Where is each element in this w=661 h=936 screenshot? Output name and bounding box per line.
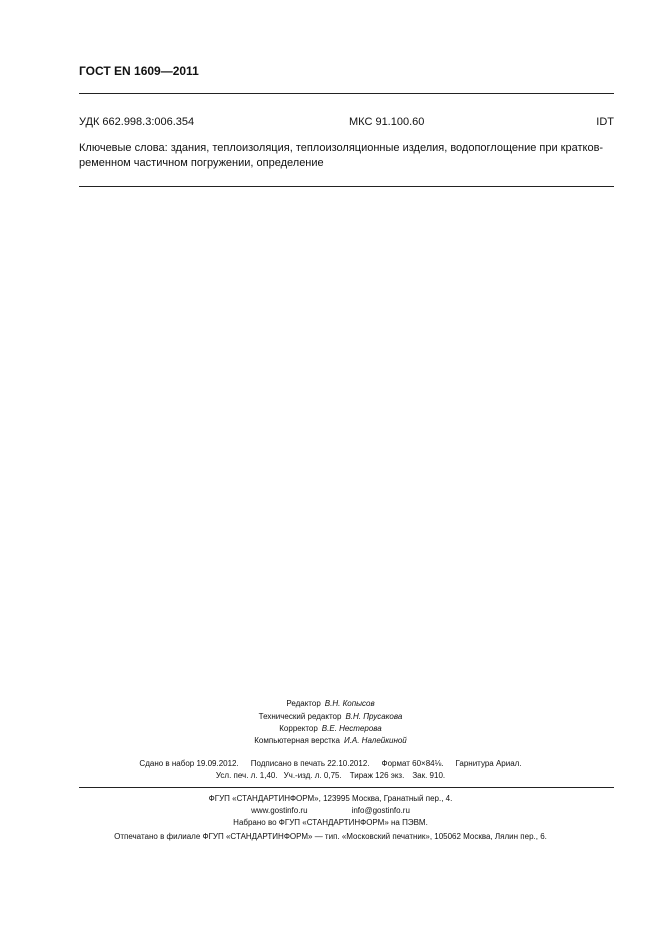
set-date: Сдано в набор 19.09.2012.	[139, 759, 239, 768]
print-sheets: Усл. печ. л. 1,40.	[215, 771, 278, 780]
print-info-line-2	[0, 769, 661, 782]
printing-note: Отпечатано в филиале ФГУП «СТАНДАРТИНФОРМ» — тип. «Московский печатник», 105062 Москва, Лялин пер., 6.	[114, 832, 547, 841]
order-number: Зак. 910.	[412, 771, 446, 780]
signed-date: Подписано в печать 22.10.2012.	[250, 759, 370, 768]
udc-code: УДК 662.998.3:006.354	[79, 116, 195, 128]
layout-name: И.А. Налейкиной	[343, 736, 407, 745]
mks-code: МКС 91.100.60	[349, 116, 425, 128]
typeset-note: Набрано во ФГУП «СТАНДАРТИНФОРМ» на ПЭВМ.	[233, 818, 428, 827]
keywords-divider	[79, 186, 614, 187]
typeface: Гарнитура Ариал.	[455, 759, 522, 768]
email-link[interactable]: info@gostinfo.ru	[351, 806, 410, 815]
publisher-divider	[79, 787, 614, 788]
publisher-address: ФГУП «СТАНДАРТИНФОРМ», 123995 Москва, Гранатный пер., 4.	[208, 794, 453, 803]
header-divider	[79, 93, 614, 94]
keywords-block	[79, 141, 614, 171]
layout-label: Компьютерная верстка	[254, 736, 340, 745]
credit-editor	[0, 697, 661, 710]
document-header: ГОСТ EN 1609—2011	[79, 64, 199, 78]
corrector-label: Корректор	[279, 724, 318, 733]
editor-label: Редактор	[286, 699, 321, 708]
tech-editor-label: Технический редактор	[258, 712, 342, 721]
tech-editor-name: В.Н. Прусакова	[345, 712, 403, 721]
website-link[interactable]: www.gostinfo.ru	[251, 806, 308, 815]
pub-sheets: Уч.-изд. л. 0,75.	[283, 771, 342, 780]
keywords-line-2: ременном частичном погружении, определение	[79, 157, 324, 169]
format: Формат 60×84⅛.	[381, 759, 444, 768]
credit-layout	[0, 734, 661, 747]
print-run: Тираж 126 экз.	[349, 771, 405, 780]
editor-name: В.Н. Копысов	[324, 699, 375, 708]
corrector-name: В.Е. Нестерова	[321, 724, 382, 733]
idt-label: IDT	[596, 116, 614, 128]
keywords-line-1: Ключевые слова: здания, теплоизоляция, теплоизоляционные изделия, водопоглощение при кратков-	[79, 142, 604, 154]
